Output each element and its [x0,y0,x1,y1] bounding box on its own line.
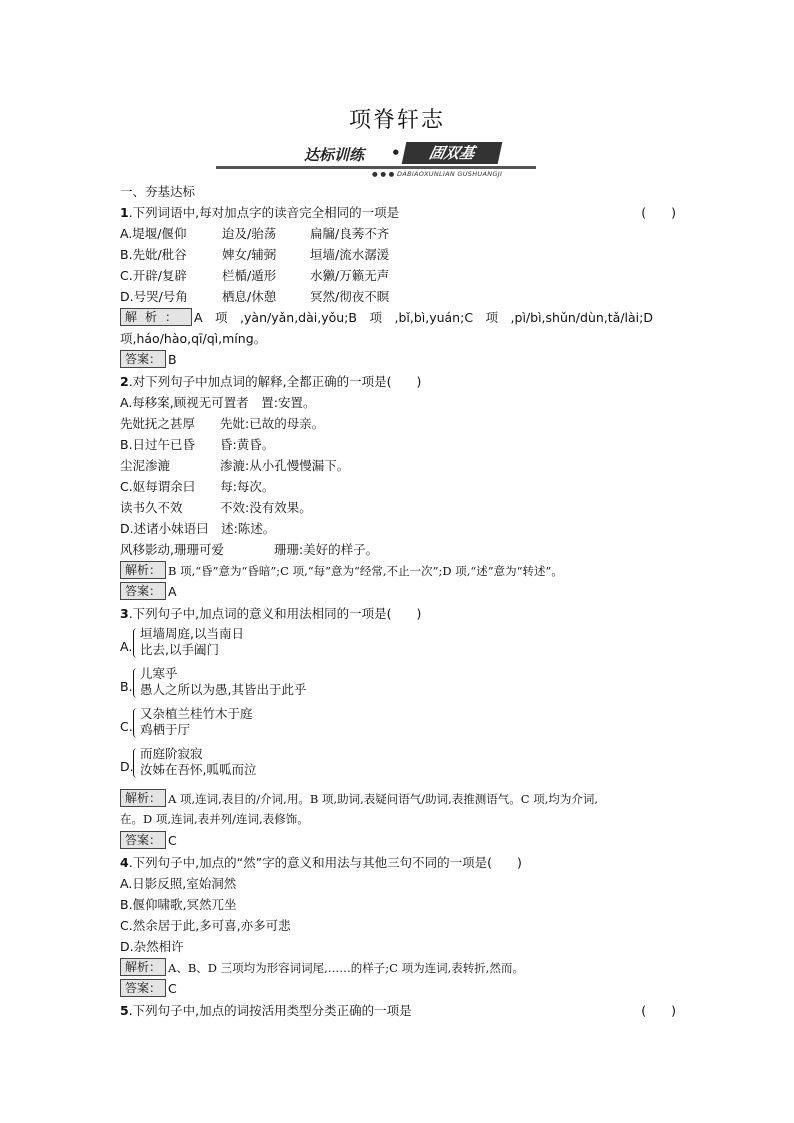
answer-label: 答案： [120,831,166,849]
answer-paren: ( ) [641,205,676,220]
q1-option-c [120,265,678,286]
option-part: 栏楯/遁形 [222,268,277,283]
question-text: .下列句子中,加点词的意义和用法相同的一项是( ) [128,606,422,621]
question-1-stem [120,202,678,223]
question-text: .对下列句子中加点词的解释,全都正确的一项是( ) [128,374,422,389]
q2-line: 风移影动,珊珊可爱 珊珊:美好的样子。 [120,542,379,557]
q4-analysis [120,957,678,978]
analysis-text: A 项,连词,表目的/介词,用。B 项,助词,表疑问语气/助词,表推测语气。C 项,均为介词, [168,792,599,806]
answer-value: A [168,584,177,599]
analysis-label: 解析： [120,958,166,976]
answer-value: B [168,352,177,367]
brace-mark [133,628,139,658]
q1-option-b [120,244,678,265]
question-4-stem [120,852,678,873]
option-part: 婢女/辅弼 [222,247,277,262]
q4-option-c: C.然余居于此,多可喜,亦多可悲 [120,918,291,933]
q2-line: A.每移案,顾视无可置者 置:安置。 [120,395,316,410]
answer-paren: ( ) [641,1003,676,1018]
question-number: 2 [120,374,129,389]
q3-option-a [120,628,678,668]
option-part: 水獭/万籁无声 [310,268,390,283]
q3-analysis-cont: 在。D 项,连词,表并列/连词,表修饰。 [120,812,309,826]
q2-answer [120,581,678,603]
option-label: D. [120,759,134,774]
brace-mark [133,708,139,738]
q4-option-d: D.杂然相许 [120,939,184,954]
q1-option-a [120,223,678,244]
q1-option-d [120,286,678,307]
banner-box-text: 固双基 [402,142,503,164]
analysis-text: B 项,“昏”意为“昏暗”;C 项,“每”意为“经常,不止一次”;D 项,“述”意为“转述”。 [168,564,563,578]
option-line-2: 比去,以手阖门 [140,642,219,657]
question-number: 1 [120,205,129,220]
option-part: 迨及/骀荡 [222,226,277,241]
q2-line: 先妣抚之甚厚 先妣:已故的母亲。 [120,416,325,431]
option-line-1: 又杂植兰桂竹木于庭 [140,706,253,721]
option-line-1: 而庭阶寂寂 [140,746,203,761]
q4-option-a: A.日影反照,室始洞然 [120,876,237,891]
q3-answer [120,830,678,852]
banner-dot: • [391,144,401,162]
question-5-stem [120,1000,678,1021]
banner-subtitle: ● ● ● DABIAOXUNLIAN GUSHUANGJI [372,170,503,178]
q3-option-d [120,748,678,788]
question-text: .下列句子中,加点的“然”字的意义和用法与其他三句不同的一项是( ) [128,855,522,870]
brace-mark [133,668,139,698]
option-part: 垣墙/流水潺湲 [310,247,390,262]
option-line-2: 愚人之所以为愚,其皆出于此乎 [140,682,307,697]
q1-analysis [120,307,678,328]
section-heading: 一、夯基达标 [120,184,196,199]
q4-option-b: B.偃仰啸歌,冥然兀坐 [120,897,237,912]
option-line-2: 汝姊在吾怀,呱呱而泣 [140,762,257,777]
banner-left-text: 达标训练 [304,146,365,164]
answer-label: 答案： [120,979,166,997]
question-number: 3 [120,606,129,621]
exercise-content [120,181,678,1021]
question-3-stem [120,603,678,624]
option-part: C.开辟/复辟 [120,268,187,283]
q2-line: 读书久不效 不效:没有效果。 [120,500,312,515]
question-2-stem [120,371,678,392]
question-number: 4 [120,855,129,870]
page-title: 项脊轩志 [348,108,445,133]
q2-line: 尘泥渗漉 渗漉:从小孔慢慢漏下。 [120,458,350,473]
option-part: D.号哭/号角 [120,289,188,304]
q2-line: B.日过午已昏 昏:黄昏。 [120,437,275,452]
analysis-label: 解析： [120,789,166,807]
q1-analysis-cont: 项,háo/hào,qī/qì,míng。 [120,331,267,346]
option-part: A.堤堰/偃仰 [120,226,187,241]
question-number: 5 [120,1003,129,1018]
q1-answer [120,349,678,371]
banner-rule [216,166,536,169]
option-part: 栖息/休憩 [222,289,277,304]
answer-value: C [168,833,177,848]
option-line-1: 儿寒乎 [140,666,178,681]
analysis-text: A 项 ,yàn/yǎn,dài,yǒu;B 项 ,bǐ,bì,yuán;C 项 ,pì/bì,shǔn/dùn,tǎ/lài;D [194,310,653,325]
option-label: A. [120,639,133,654]
q4-answer [120,978,678,1000]
answer-label: 答案： [120,582,166,600]
option-part: 扁牖/良莠不齐 [310,226,390,241]
option-part: B.先妣/秕谷 [120,247,187,262]
option-line-2: 鸡栖于厅 [140,722,191,737]
answer-label: 答案： [120,350,166,368]
option-line-1: 垣墙周庭,以当南日 [140,626,244,641]
answer-value: C [168,981,177,996]
brace-mark [133,748,139,778]
q2-line: C.妪每谓余曰 每:每次。 [120,479,275,494]
question-text: .下列句子中,加点的词按活用类型分类正确的一项是 [128,1003,412,1018]
option-label: B. [120,679,133,694]
analysis-text: A、B、D 三项均为形容词词尾,……的样子;C 项为连词,表转折,然而。 [168,961,524,975]
q3-option-b [120,668,678,708]
q2-line: D.述诸小妹语曰 述:陈述。 [120,521,276,536]
analysis-label: 解析： [120,308,192,326]
option-label: C. [120,719,133,734]
question-text: .下列词语中,每对加点字的读音完全相同的一项是 [128,205,400,220]
q3-option-c [120,708,678,748]
option-part: 冥然/彻夜不瞑 [310,289,390,304]
q2-analysis [120,560,678,581]
q3-analysis [120,788,678,809]
analysis-label: 解析： [120,561,166,579]
section-banner [216,144,536,178]
